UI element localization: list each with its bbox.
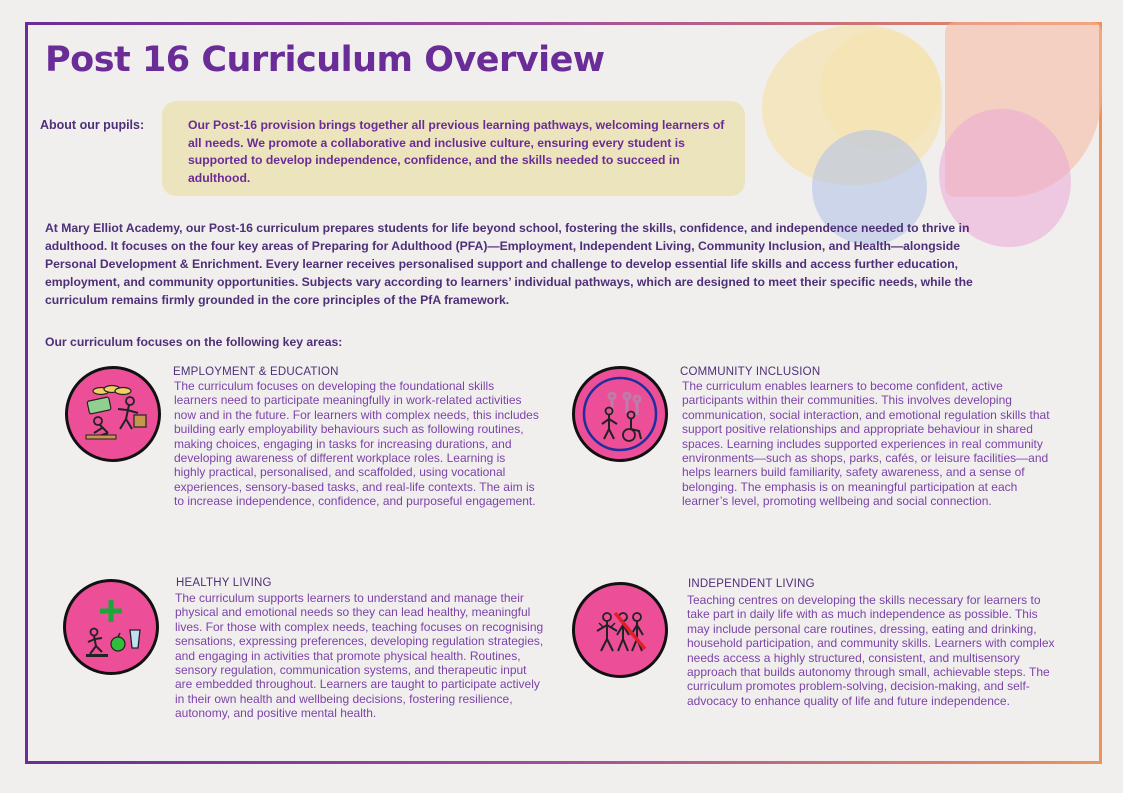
about-label: About our pupils: <box>40 118 145 132</box>
employment-icon <box>65 366 161 462</box>
section-heading-employment: EMPLOYMENT & EDUCATION <box>173 366 339 378</box>
healthy-living-icon <box>63 579 159 675</box>
about-box <box>162 101 745 196</box>
section-heading-healthy: HEALTHY LIVING <box>176 577 272 589</box>
section-body-independent: Teaching centres on developing the skills necessary for learners to take part in daily life with as much independence as possible. This may include personal care routines, dressing, eating and drinking, household participation, and community skills. Learners with complex needs access a highly structured, consistent, and multisensory approach that builds autonomy through small, achievable steps. The curriculum promotes problem-solving, decision-making, and self-advocacy to enhance quality of life and future independence. <box>687 593 1055 708</box>
page-title: Post 16 Curriculum Overview <box>45 40 605 80</box>
section-body-community: The curriculum enables learners to become confident, active participants within their communities. This involves developing communication, social interaction, and emotional regulation skills that support positive relationships and appropriate behaviour in shared spaces. Learning includes supported experiences in real community environments—such as shops, parks, cafés, or leisure facilities—and helps learners build familiarity, safety awareness, and a sense of belonging. The emphasis is on meaningful participation at each learner’s level, promoting wellbeing and social connection. <box>682 379 1050 509</box>
focus-heading: Our curriculum focuses on the following key areas: <box>45 335 343 349</box>
section-body-healthy: The curriculum supports learners to understand and manage their physical and emotional needs so they can lead healthy, meaningful lives. For those with complex needs, teaching focuses on recognising sensations, expressing preferences, developing regulation strategies, and engaging in activities that promote physical health. Routines, sensory regulation, communication systems, and therapeutic input are embedded throughout. Learners are taught to participate actively in their own health and wellbeing decisions, fostering resilience, autonomy, and positive mental health. <box>175 591 544 721</box>
section-body-employment: The curriculum focuses on developing the foundational skills learners need to participate meaningfully in work-related activities now and in the future. For learners with complex needs, this includes building early employability behaviours such as following routines, making choices, engaging in tasks for increasing durations, and developing awareness of different workplace roles. Learning is highly practical, personalised, and scaffolded, using vocational experiences, sensory-based tasks, and real-life contexts. The aim is to increase independence, confidence, and purposeful engagement. <box>174 379 539 509</box>
community-icon <box>572 366 668 462</box>
section-heading-independent: INDEPENDENT LIVING <box>688 578 815 590</box>
section-heading-community: COMMUNITY INCLUSION <box>680 366 821 378</box>
about-text: Our Post-16 provision brings together all previous learning pathways, welcoming learners of all needs. We promote a collaborative and inclusive culture, ensuring every student is supported to develop independence, confidence, and the skills needed to succeed in adulthood. <box>188 118 725 185</box>
intro-paragraph: At Mary Elliot Academy, our Post-16 curriculum prepares students for life beyond school, fostering the skills, confidence, and independence needed to thrive in adulthood. It focuses on the four key areas of Preparing for Adulthood (PFA)—Employment, Independent Living, Community Inclusion, and Health—alongside Personal Development & Enrichment. Every learner receives personalised support and challenge to develop essential life skills and access further education, employment, and community opportunities. Subjects vary according to learners’ individual pathways, which are designed to meet their specific needs, while the curriculum remains firmly grounded in the core principles of the PfA framework. <box>45 221 973 307</box>
independent-living-icon <box>572 582 668 678</box>
